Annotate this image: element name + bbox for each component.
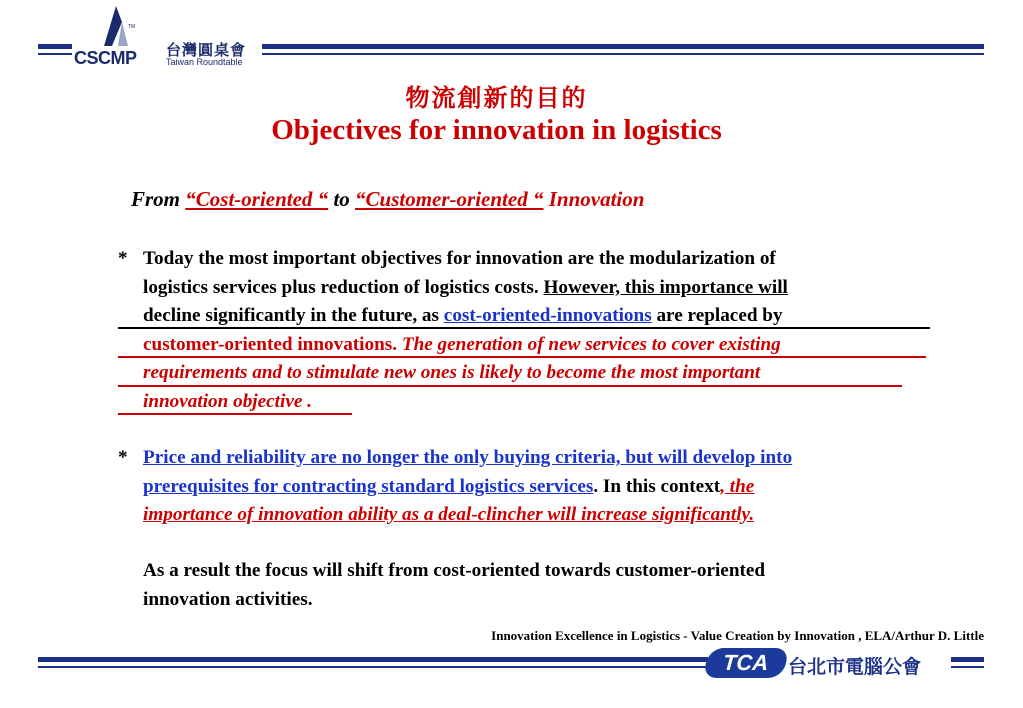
p1-line-4b: The generation of new services to cover existing [397,333,781,355]
p1-underline-3 [118,327,930,329]
p1-line-1: Today the most important objectives for innovation are the modularization of [143,248,776,269]
p3-line-1: As a result the focus will shift from cost-oriented towards customer-oriented [143,560,766,581]
subhead-cost-oriented: “Cost-oriented “ [185,187,329,211]
subhead-innovation: Innovation [543,187,645,211]
p1-underline-5 [118,385,902,387]
svg-text:TM: TM [128,24,136,30]
logo-cscmp-text: CSCMP [74,48,137,68]
cscmp-logo [66,4,262,66]
p1-line-3c: are replaced by [651,305,783,326]
p2-line-3: importance of innovation ability as a deal-clincher will increase significantly. [143,504,755,525]
p1-underline-6 [118,413,352,415]
subhead-customer-oriented: “Customer-oriented “ [355,187,544,211]
page-title-chinese: 物流創新的目的 [405,83,588,112]
header-bar-left [38,44,72,60]
p1-line-4a: customer-oriented innovations. [143,333,398,355]
tca-chinese-name: 台北市電腦公會 [788,656,922,678]
triangle-logo-icon [66,4,176,50]
subhead-to: to [328,187,356,211]
footer-source: Innovation Excellence in Logistics - Value Creation by Innovation , ELA/Arthur D. Little [491,628,984,643]
cost-oriented-innovations-link: cost-oriented-innovations [443,305,652,326]
p2-line-2a: prerequisites for contracting standard logistics services [143,475,594,497]
subhead-from: From [131,187,186,211]
p1-line-3a: decline significantly in the future, as [143,305,444,326]
paragraph-2 [143,444,948,530]
subheading [131,187,644,212]
p1-line-6: innovation objective . [143,390,312,412]
p1-line-2a: logistics services plus reduction of logistics costs. [143,276,544,298]
p2-line-2b: . In this context [593,475,721,497]
paragraph-1 [143,245,948,416]
paragraph-3 [143,557,948,614]
p1-underline-4 [118,356,926,358]
bullet-1: * [118,248,128,269]
tca-logo-text: TCA [722,650,770,675]
logo-chinese-text: 台灣圓桌會 [166,41,247,59]
tca-logo [702,648,789,678]
p3-line-2: innovation activities. [143,588,313,610]
logo-english-text: Taiwan Roundtable [166,57,243,67]
page-title: Objectives for innovation in logistics [271,114,722,146]
p1-line-2b: However, this importance will [543,276,788,298]
footer-bar-left [38,657,708,673]
bullet-2: * [118,447,128,468]
header-bar-right [262,44,984,60]
footer-bar-right [951,657,984,673]
p2-line-1: Price and reliability are no longer the only buying criteria, but will develop into [143,447,793,468]
p2-line-2c: , the [720,475,755,497]
p1-line-5: requirements and to stimulate new ones is likely to become the most important [143,362,761,383]
